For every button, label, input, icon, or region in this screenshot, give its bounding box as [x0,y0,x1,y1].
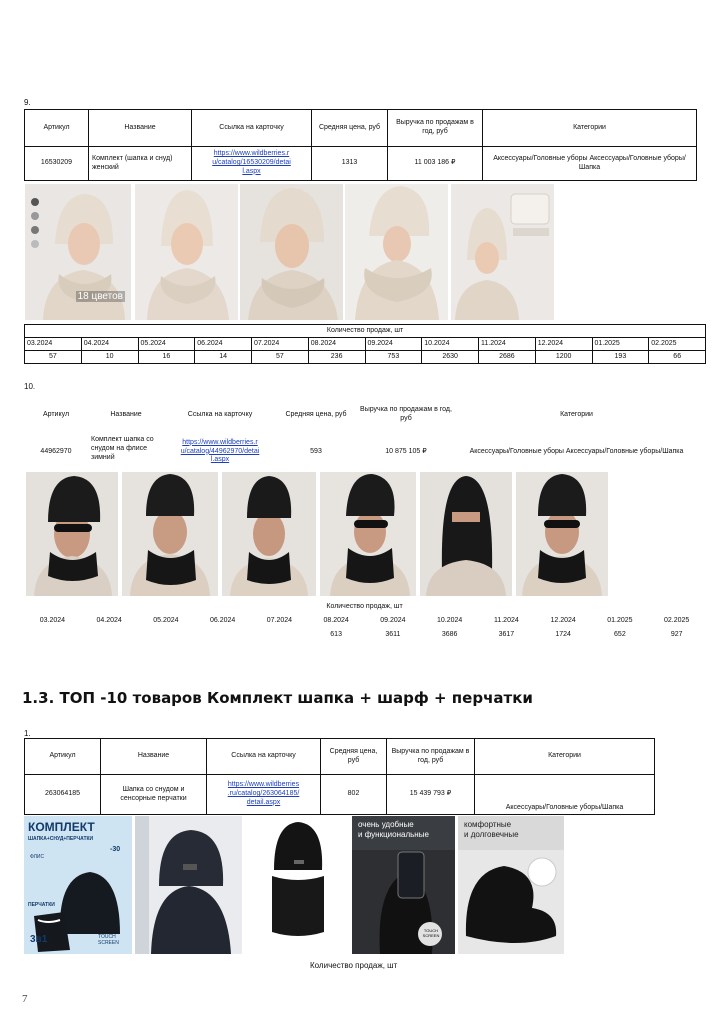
sales-value: 57 [252,351,309,364]
sales-value: 57 [25,351,82,364]
month: 11.2024 [493,616,519,624]
col-link: Ссылка на карточку [207,739,321,775]
sales-value [138,628,195,642]
sales-value [251,628,308,642]
product-name: Комплект (шапка и снуд) женский [89,147,192,181]
sales-value: 1200 [535,351,592,364]
month: 08.2024 [308,338,365,351]
sales-value: 3611 [385,630,401,638]
month: 09.2024 [380,616,406,624]
sales-value: 2686 [479,351,536,364]
product-photo-4 [320,472,416,596]
col-price: Средняя цена, руб [285,410,347,418]
product-link-cell [192,147,312,181]
sales-value: 753 [365,351,422,364]
month: 07.2024 [266,616,293,624]
sales-value: 652 [614,630,626,638]
colors-badge: 18 цветов [77,291,123,302]
category-value: Аксессуары/Головные уборы Аксессуары/Головные уборы/Шапка [469,447,684,455]
col-article: Артикул [25,110,89,147]
sales-months-row [24,614,705,628]
price-value: 593 [310,447,322,455]
month: 10.2024 [436,616,463,624]
sales-value: 1724 [555,630,571,638]
col-revenue: Выручка по продажам в год, руб [388,110,483,147]
sales-title: Количество продаж, шт [326,602,403,610]
sales-value: 16 [138,351,195,364]
month: 05.2024 [138,338,195,351]
col-name: Название [89,110,192,147]
product-photo-4 [352,816,455,954]
category-value: Аксессуары/Головные уборы/Шапка [475,775,655,815]
col-category: Категории [483,110,697,147]
sales-value: 3686 [441,630,458,638]
table-row [24,435,697,469]
col-article: Артикул [42,410,70,418]
promo-line2: и функциональные [358,830,429,839]
table-row [25,775,655,815]
section-heading: 1.3. ТОП -10 товаров Комплект шапка + шарф + перчатки [22,689,533,707]
sales-table-9 [24,324,706,364]
col-category: Категории [560,410,593,418]
sales-value [194,628,251,642]
sales-value: 3617 [498,630,515,638]
product-photo-4 [345,184,448,320]
product-table-1 [24,738,655,815]
sales-value [81,628,138,642]
month: 02.2025 [664,616,690,624]
col-revenue: Выручка по продажам в год, руб [360,406,452,422]
month: 12.2024 [550,616,576,624]
product-table-10 [24,395,697,469]
revenue-value: 10 875 105 ₽ [385,447,427,455]
month: 06.2024 [209,616,236,624]
product-photo-3 [222,472,316,596]
col-price: Средняя цена, руб [312,110,388,147]
sales-title: Количество продаж, шт [310,961,398,970]
col-price: Средняя цена, руб [321,739,387,775]
product-photo-5 [420,472,512,596]
promo-badge-fleece: ФЛИС [30,854,45,860]
item-number-1: 1. [24,729,31,738]
sales-value: 14 [195,351,252,364]
promo-line1: комфортные [464,820,512,829]
product-name: Комплект шапка со снудом на флисе зимний [91,436,154,461]
item-number-10: 10. [24,382,36,391]
col-revenue: Выручка по продажам в год, руб [387,739,475,775]
sales-table-10 [24,600,705,642]
month: 08.2024 [323,616,349,624]
product-photo-2 [122,472,218,596]
col-category: Категории [475,739,655,775]
product-photo-2 [135,184,238,320]
month: 04.2024 [81,338,138,351]
col-link: Ссылка на карточку [187,410,253,418]
promo-badge-gloves: ПЕРЧАТКИ [28,902,55,908]
product-name: Шапка со снудом и сенсорные перчатки [101,775,207,815]
price-value: 1313 [312,147,388,181]
product-photo-6 [516,472,608,596]
month: 01.2025 [607,616,633,624]
product-photo-5 [451,184,554,320]
sales-months-row [25,338,706,351]
sales-value: 193 [592,351,649,364]
product-table-9 [24,109,697,181]
table-header-row [24,395,697,435]
product-link-cell [164,435,276,469]
product-link[interactable]: https://www.wildberries.r u/catalog/16530209/detai l.aspx [212,150,291,175]
table-header-row [25,110,697,147]
promo-temperature: -30 [110,846,121,853]
month: 03.2024 [39,616,66,624]
col-article: Артикул [25,739,101,775]
revenue-value: 11 003 186 ₽ [388,147,483,181]
sales-title: Количество продаж, шт [25,325,706,338]
promo-line1: очень удобные [358,820,414,829]
category-value: Аксессуары/Головные уборы Аксессуары/Головные уборы/Шапка [483,147,697,181]
month: 05.2024 [153,616,179,624]
promo-line2: и долговечные [464,830,519,839]
touch-screen-badge: TOUCH SCREEN [422,928,440,938]
product-photo-1 [25,184,131,320]
sales-value [24,628,81,642]
product-photo-5 [458,816,564,954]
sales-value: 236 [308,351,365,364]
article-value: 16530209 [25,147,89,181]
product-link-cell [207,775,321,815]
month: 01.2025 [592,338,649,351]
sales-value: 613 [330,630,342,638]
page-number: 7 [22,993,28,1005]
sales-value: 66 [649,351,706,364]
sales-value: 10 [81,351,138,364]
sales-value: 2630 [422,351,479,364]
product-photo-1 [24,816,132,954]
price-value: 802 [321,775,387,815]
sales-values-row [24,628,705,642]
month: 03.2024 [25,338,82,351]
promo-badge-3in1: 3в1 [30,934,48,945]
sales-values-row [25,351,706,364]
month: 09.2024 [365,338,422,351]
col-link: Ссылка на карточку [192,110,312,147]
article-value: 263064185 [25,775,101,815]
col-name: Название [101,739,207,775]
month: 02.2025 [649,338,706,351]
month: 07.2024 [252,338,309,351]
item-number-9: 9. [24,98,31,107]
promo-title: КОМПЛЕКТ [28,820,95,834]
promo-subtitle: ШАПКА+СНУД+ПЕРЧАТКИ [28,836,94,842]
product-link[interactable]: https://www.wildberries .ru/catalog/263064185/ detail.aspx [227,781,300,806]
product-photo-2 [135,816,242,954]
promo-badge-touch: TOUCH SCREEN [98,934,119,946]
table-header-row [25,739,655,775]
month: 04.2024 [96,616,122,624]
product-photo-3 [240,184,343,320]
month: 12.2024 [535,338,592,351]
col-name: Название [110,410,142,418]
month: 11.2024 [479,338,536,351]
product-photo-3 [264,820,330,940]
month: 10.2024 [422,338,479,351]
table-row [25,147,697,181]
product-link[interactable]: https://www.wildberries.r u/catalog/44962970/detai l.aspx [180,438,260,464]
revenue-value: 15 439 793 ₽ [387,775,475,815]
month: 06.2024 [195,338,252,351]
article-value: 44962970 [40,447,72,455]
product-photo-1 [26,472,118,596]
sales-value: 927 [670,630,683,638]
